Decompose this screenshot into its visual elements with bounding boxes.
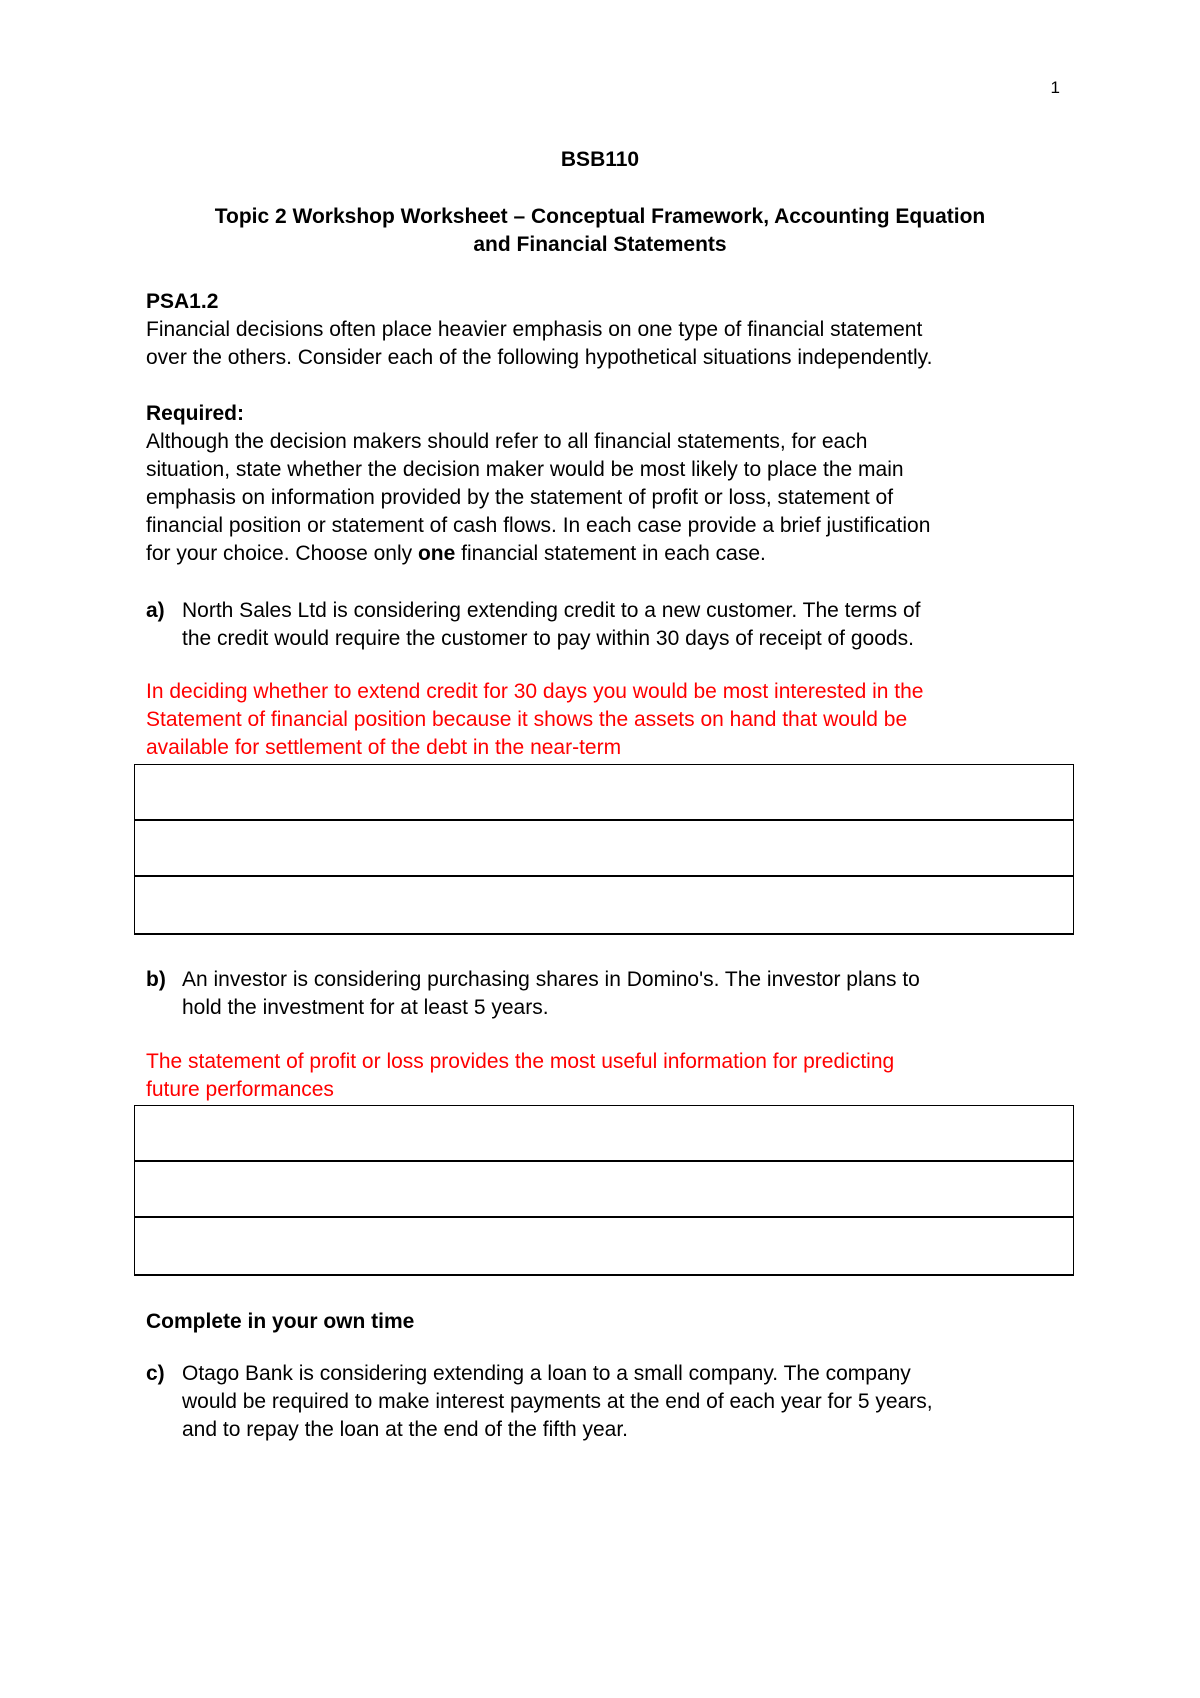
question-b-line-2: hold the investment for at least 5 years. xyxy=(182,996,549,1019)
problem-section xyxy=(146,288,1066,372)
required-line-2: situation, state whether the decision maker would be most likely to place the main xyxy=(146,458,904,481)
answer-line[interactable] xyxy=(135,821,1073,877)
answer-a-line-2: Statement of financial position because it shows the assets on hand that would be xyxy=(146,708,908,731)
answer-a-line-1: In deciding whether to extend credit for 30 days you would be most interested in the xyxy=(146,680,924,703)
answer-b-line-2: future performances xyxy=(146,1078,334,1101)
required-line-5-post: financial statement in each case. xyxy=(455,542,766,565)
question-c-letter: c) xyxy=(146,1362,165,1385)
answer-box-b[interactable] xyxy=(134,1105,1074,1276)
question-c-line-1: Otago Bank is considering extending a loan to a small company. The company xyxy=(182,1362,911,1385)
required-line-5-pre: for your choice. Choose only xyxy=(146,542,418,565)
question-a-line-1: North Sales Ltd is considering extending credit to a new customer. The terms of xyxy=(182,599,921,622)
required-emphasis: one xyxy=(417,542,456,565)
question-c-line-2: would be required to make interest payments at the end of each year for 5 years, xyxy=(182,1390,933,1413)
answer-a-line-3: available for settlement of the debt in the near-term xyxy=(146,736,622,759)
question-c-line-3: and to repay the loan at the end of the fifth year. xyxy=(182,1418,628,1441)
question-b-letter: b) xyxy=(146,968,166,991)
answer-box-a[interactable] xyxy=(134,764,1074,935)
course-code: BSB110 xyxy=(560,148,640,171)
problem-intro-line-1: Financial decisions often place heavier emphasis on one type of financial statement xyxy=(146,318,923,341)
question-a-text xyxy=(182,597,1066,653)
required-heading: Required: xyxy=(146,402,245,425)
required-line-4: financial position or statement of cash flows. In each case provide a brief justification xyxy=(146,514,931,537)
answer-b-text xyxy=(146,1048,1066,1104)
answer-line[interactable] xyxy=(135,1106,1073,1162)
answer-line[interactable] xyxy=(135,765,1073,821)
title-line-2: and Financial Statements xyxy=(473,233,727,256)
document-title xyxy=(140,203,1060,259)
question-b-text xyxy=(182,966,1066,1022)
question-c-text xyxy=(182,1360,1066,1444)
required-line-1: Although the decision makers should refer to all financial statements, for each xyxy=(146,430,868,453)
problem-id: PSA1.2 xyxy=(146,290,219,313)
required-line-3: emphasis on information provided by the statement of profit or loss, statement of xyxy=(146,486,894,509)
question-a-letter: a) xyxy=(146,599,165,622)
answer-line[interactable] xyxy=(135,1218,1073,1276)
problem-intro-line-2: over the others. Consider each of the following hypothetical situations independently. xyxy=(146,346,933,369)
question-a-line-2: the credit would require the customer to pay within 30 days of receipt of goods. xyxy=(182,627,914,650)
question-b-line-1: An investor is considering purchasing shares in Domino's. The investor plans to xyxy=(182,968,920,991)
answer-b-line-1: The statement of profit or loss provides the most useful information for predicting xyxy=(146,1050,895,1073)
page-number: 1 xyxy=(1050,78,1060,97)
answer-a-text xyxy=(146,678,1066,762)
own-time-heading: Complete in your own time xyxy=(146,1310,415,1333)
answer-line[interactable] xyxy=(135,877,1073,935)
required-line-5 xyxy=(146,540,1066,568)
answer-line[interactable] xyxy=(135,1162,1073,1218)
required-section xyxy=(146,400,1066,568)
title-line-1: Topic 2 Workshop Worksheet – Conceptual Framework, Accounting Equation xyxy=(214,205,986,228)
